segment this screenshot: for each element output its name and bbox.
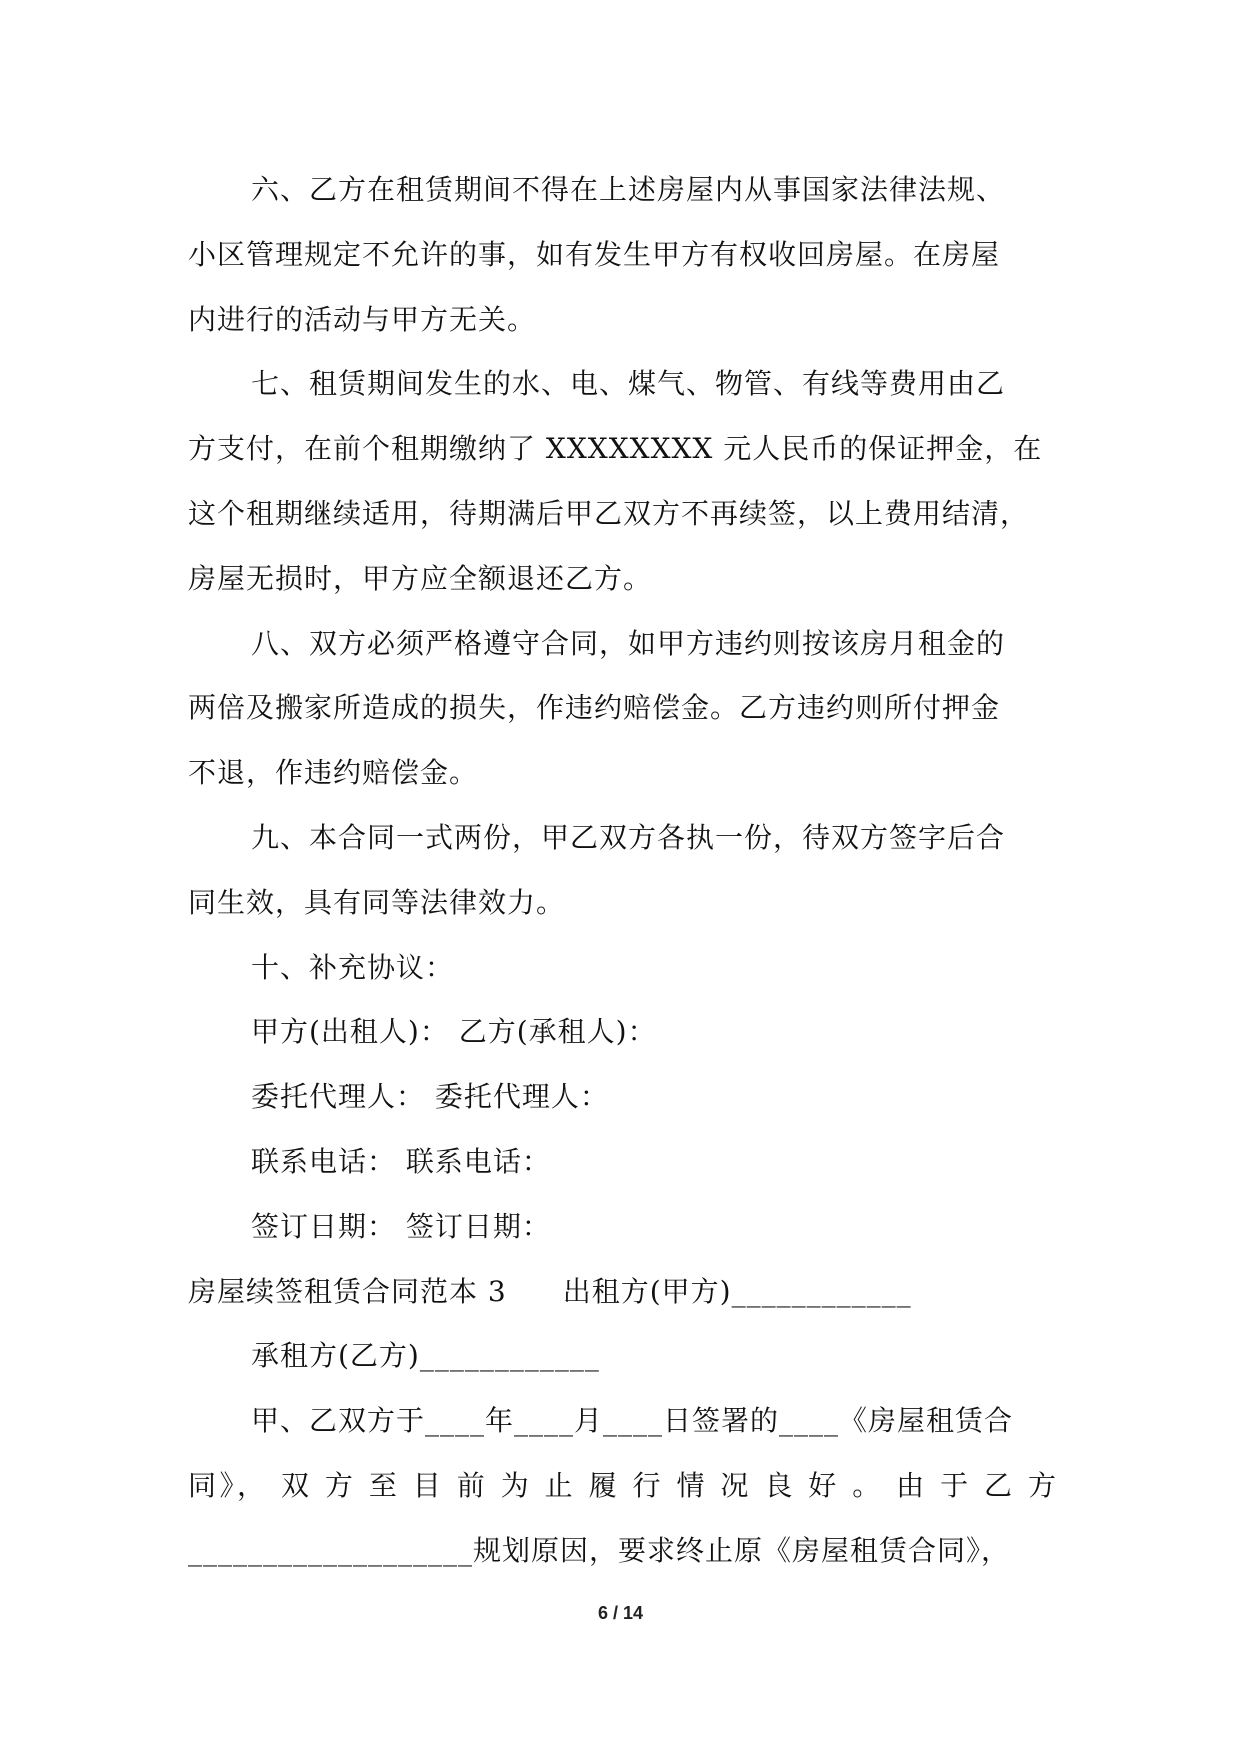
paragraph-7-line-2: 方支付，在前个租期缴纳了 XXXXXXXX 元人民币的保证押金，在 [188,432,1043,466]
template-3-paragraph-line-2: 同》， 双 方 至 目 前 为 止 履 行 情 况 良 好 。 由 于 乙 方 [188,1468,1056,1502]
paragraph-8-line-2: 两倍及搬家所造成的损失，作违约赔偿金。乙方违约则所付押金 [188,691,1001,725]
template-3-paragraph-line-3: ___________________规划原因，要求终止原《房屋租赁合同》， [188,1533,1011,1567]
signature-phones: 联系电话： 联系电话： [251,1144,551,1178]
document-body [188,158,1056,1584]
template-3-paragraph-line-1: 甲、乙双方于____年____月____日签署的____《房屋租赁合 [251,1404,1014,1438]
paragraph-8-line-3: 不退，作违约赔偿金。 [188,756,479,790]
paragraph-9-line-2: 同生效，具有同等法律效力。 [188,885,566,919]
paragraph-7-line-4: 房屋无损时，甲方应全额退还乙方。 [188,561,653,595]
lessor-field: 出租方(甲方)____________ [562,1274,912,1308]
signature-agents: 委托代理人： 委托代理人： [251,1080,609,1114]
lessee-field: 承租方(乙方)____________ [251,1339,600,1373]
signature-parties: 甲方(出租人)： 乙方(承租人)： [251,1015,657,1049]
paragraph-9-line-1: 九、本合同一式两份，甲乙双方各执一份，待双方签字后合 [251,820,1006,854]
template-3-title: 房屋续签租赁合同范本 3 [188,1274,507,1308]
page-number: 6 / 14 [597,1603,644,1623]
paragraph-7-line-1: 七、租赁期间发生的水、电、煤气、物管、有线等费用由乙 [251,367,1006,401]
paragraph-6-line-2: 小区管理规定不允许的事，如有发生甲方有权收回房屋。在房屋 [188,237,1001,271]
signature-dates: 签订日期： 签订日期： [251,1209,551,1243]
paragraph-6-line-3: 内进行的活动与甲方无关。 [188,302,537,336]
paragraph-7-line-3: 这个租期继续适用，待期满后甲乙双方不再续签，以上费用结清， [188,496,1030,530]
paragraph-6-line-1: 六、乙方在租赁期间不得在上述房屋内从事国家法律法规、 [251,173,1006,206]
template-3-heading-line [188,1260,1056,1325]
paragraph-10-supplement: 十、补充协议： [251,950,455,984]
paragraph-8-line-1: 八、双方必须严格遵守合同，如甲方违约则按该房月租金的 [251,626,1006,660]
